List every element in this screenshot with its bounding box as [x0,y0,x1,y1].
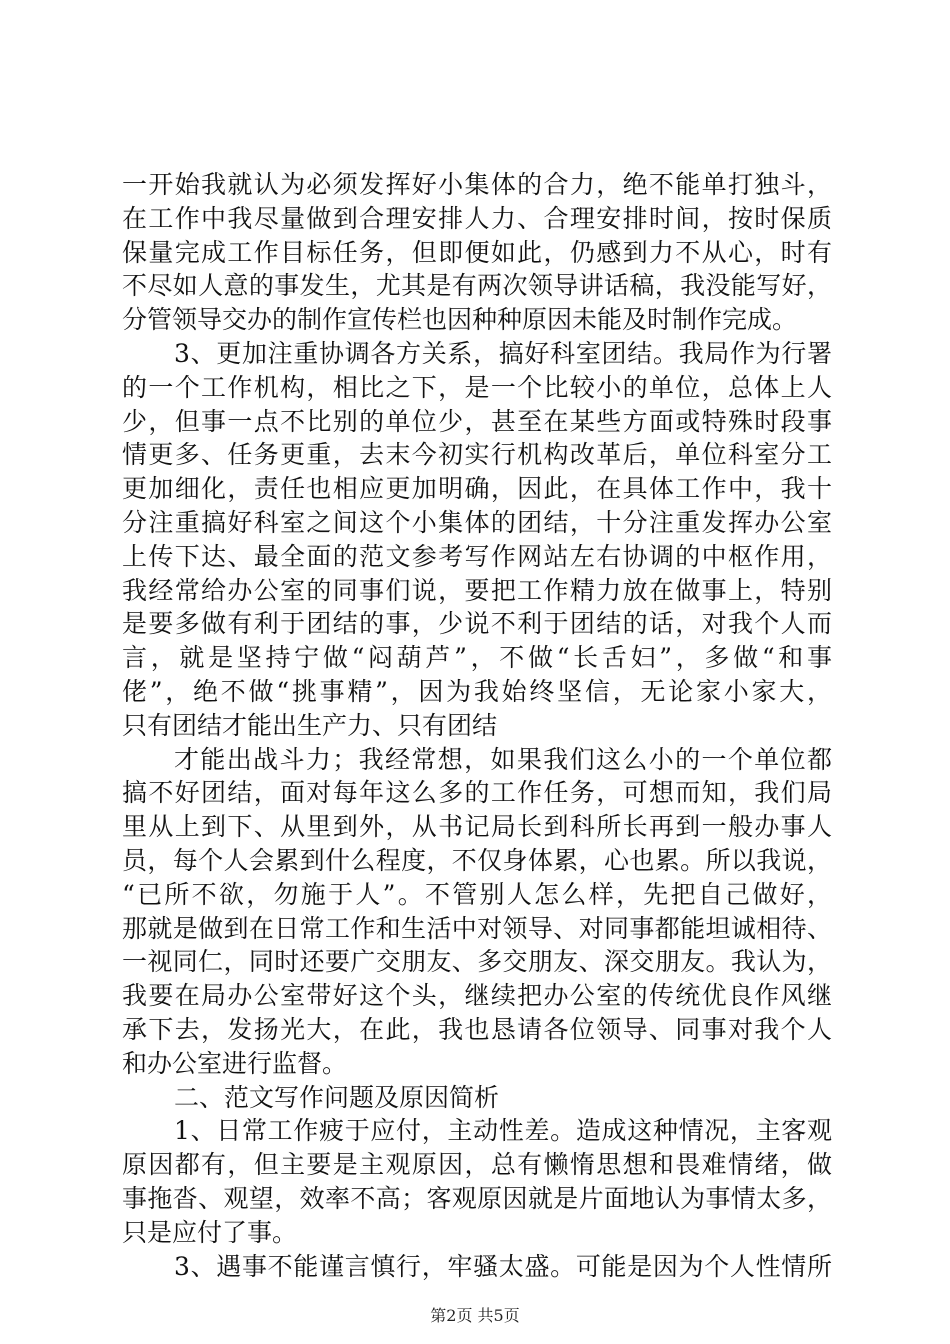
text-line: 更加细化，责任也相应更加明确，因此，在具体工作中，我十 [122,474,832,504]
text-line: 是要多做有利于团结的事，少说不利于团结的话，对我个人而 [122,609,832,639]
page-footer: 第2页 共5页 [430,1306,520,1325]
text-line: 上传下达、最全面的范文参考写作网站左右协调的中枢作用， [122,541,832,571]
text-line: 3、遇事不能谨言慎行，牢骚太盛。可能是因为个人性情所 [174,1251,832,1281]
text-line: 才能出战斗力；我经常想，如果我们这么小的一个单位都 [174,744,832,774]
text-line: 搞不好团结，面对每年这么多的工作任务，可想而知，我们局 [122,778,832,808]
text-line: 和办公室进行监督。 [122,1048,348,1078]
text-line: 佬”，绝不做“挑事精”，因为我始终坚信，无论家小家大， [122,676,832,706]
text-line: 里从上到下、从里到外，从书记局长到科所长再到一般办事人 [122,812,832,842]
text-line: 一视同仁，同时还要广交朋友、多交朋友、深交朋友。我认为， [122,947,832,977]
text-line: 3、更加注重协调各方关系，搞好科室团结。我局作为行署 [174,338,832,368]
text-line: 一开始我就认为必须发挥好小集体的合力，绝不能单打独斗， [122,170,832,199]
text-line: “已所不欲，勿施于人”。不管别人怎么样，先把自己做好， [122,879,832,909]
text-line: 员，每个人会累到什么程度，不仅身体累，心也累。所以我说， [122,845,832,875]
text-line: 言，就是坚持宁做“闷葫芦”，不做“长舌妇”，多做“和事 [122,643,832,673]
text-line: 原因都有，但主要是主观原因，总有懒惰思想和畏难情绪，做 [122,1150,832,1180]
text-line: 只是应付了事。 [122,1217,298,1247]
text-line: 保量完成工作目标任务，但即便如此，仍感到力不从心，时有 [122,237,832,267]
text-line: 二、范文写作问题及原因简析 [174,1082,500,1112]
text-line: 情更多、任务更重，去末今初实行机构改革后，单位科室分工 [122,440,832,470]
text-line: 那就是做到在日常工作和生活中对领导、对同事都能坦诚相待、 [122,913,832,943]
text-line: 在工作中我尽量做到合理安排人力、合理安排时间，按时保质 [122,203,832,233]
text-line: 不尽如人意的事发生，尤其是有两次领导讲话稿，我没能写好， [122,271,832,301]
text-line: 承下去，发扬光大，在此，我也恳请各位领导、同事对我个人 [122,1014,832,1044]
text-line: 分管领导交办的制作宣传栏也因种种原因未能及时制作完成。 [122,305,798,335]
text-line: 事拖沓、观望，效率不高；客观原因就是片面地认为事情太多， [122,1183,832,1213]
text-line: 分注重搞好科室之间这个小集体的团结，十分注重发挥办公室 [122,507,832,537]
text-line: 我要在局办公室带好这个头，继续把办公室的传统优良作风继 [122,981,832,1011]
text-line: 只有团结才能出生产力、只有团结 [122,710,498,740]
text-line: 1、日常工作疲于应付，主动性差。造成这种情况，主客观 [174,1116,832,1146]
document-body [122,168,832,1283]
text-line: 我经常给办公室的同事们说，要把工作精力放在做事上，特别 [122,575,832,605]
text-line: 少，但事一点不比别的单位少，甚至在某些方面或特殊时段事 [122,406,832,436]
text-line: 的一个工作机构，相比之下，是一个比较小的单位，总体上人 [122,372,832,402]
